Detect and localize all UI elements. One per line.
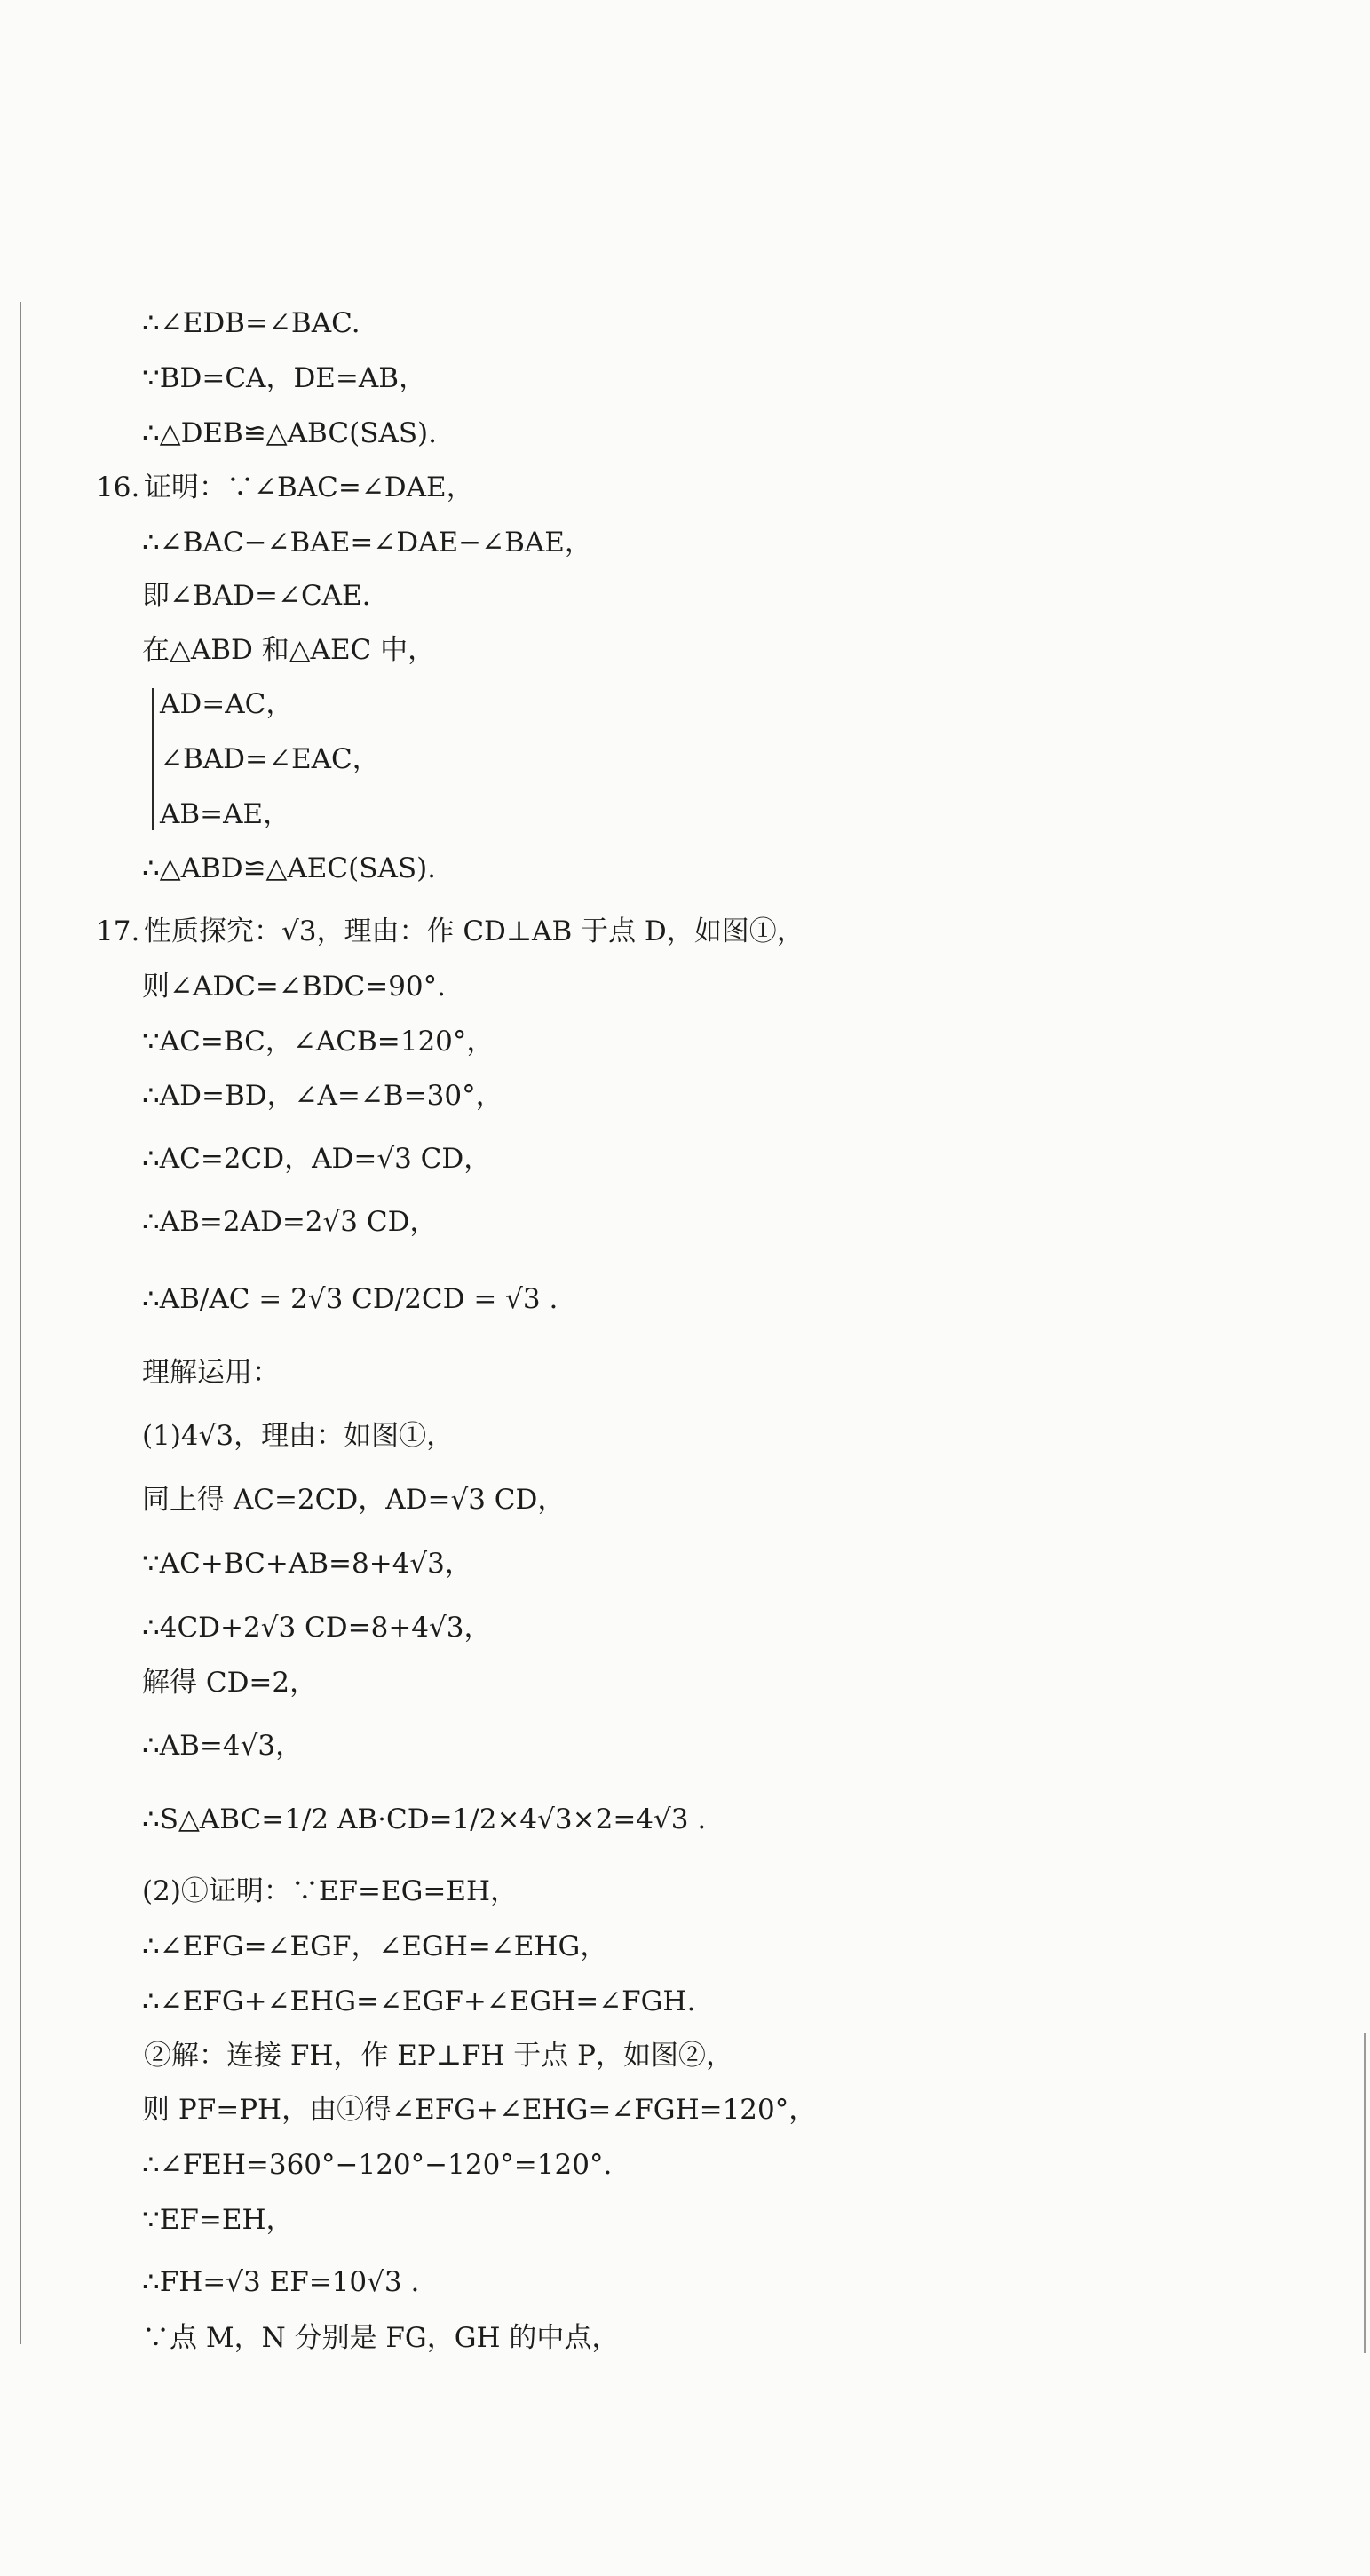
answer-line: ∴AB=4√3， <box>142 1730 304 1762</box>
answer-line: (2)①证明：∵EF=EG=EH， <box>142 1875 519 1907</box>
answer-line: ∵AC=BC，∠ACB=120°， <box>142 1026 495 1058</box>
answer-line: ∴△DEB≌△ABC(SAS). <box>142 417 438 449</box>
area-line: ∴S△ABC=1/2 AB·CD=1/2×4√3×2=4√3 . <box>142 1803 707 1835</box>
system-line: ∠BAD=∠EAC， <box>160 743 380 775</box>
answer-line: 证明：∵∠BAC=∠DAE， <box>144 472 474 503</box>
answer-line: ∴AD=BD，∠A=∠B=30°， <box>142 1080 503 1112</box>
answer-line: 则 PF=PH，由①得∠EFG+∠EHG=∠FGH=120°， <box>142 2094 817 2126</box>
answer-line: ∴4CD+2√3 CD=8+4√3， <box>142 1612 492 1644</box>
answer-line: ∴FH=√3 EF=10√3 . <box>142 2266 420 2298</box>
system-line: AD=AC， <box>160 688 294 720</box>
answer-line: ②解：连接 FH，作 EP⊥FH 于点 P，如图②， <box>144 2040 734 2072</box>
system-brace <box>152 688 154 830</box>
answer-line: 即∠BAD=∠CAE. <box>142 580 371 612</box>
answer-line: 性质探究：√3，理由：作 CD⊥AB 于点 D，如图①， <box>144 915 804 947</box>
section-heading: 理解运用： <box>142 1357 280 1389</box>
problem-number: 16. <box>96 472 140 503</box>
answer-line: 则∠ADC=∠BDC=90°. <box>142 971 447 1003</box>
answer-line: ∴AC=2CD，AD=√3 CD， <box>142 1143 492 1175</box>
problem-number: 17. <box>96 915 140 947</box>
answer-line: ∴AB=2AD=2√3 CD， <box>142 1206 438 1238</box>
answer-line: ∴∠EFG=∠EGF，∠EGH=∠EHG， <box>142 1930 608 1962</box>
answer-line: ∴△ABD≌△AEC(SAS). <box>142 852 437 884</box>
answer-line: ∴∠BAC−∠BAE=∠DAE−∠BAE， <box>142 527 592 559</box>
answer-line: ∵BD=CA，DE=AB， <box>142 362 427 394</box>
right-edge-mark <box>1364 2033 1366 2353</box>
answer-line: (1)4√3，理由：如图①， <box>142 1420 455 1452</box>
answer-line: ∵EF=EH， <box>142 2204 294 2236</box>
system-line: AB=AE， <box>160 798 291 830</box>
answer-line: ∵点 M，N 分别是 FG，GH 的中点， <box>142 2322 620 2354</box>
answer-line: 同上得 AC=2CD，AD=√3 CD， <box>142 1484 566 1516</box>
fraction-line: ∴AB/AC = 2√3 CD/2CD = √3 . <box>142 1283 558 1315</box>
answer-line: ∴∠EDB=∠BAC. <box>142 307 360 339</box>
answer-line: ∵AC+BC+AB=8+4√3， <box>142 1548 472 1580</box>
answer-line: ∴∠EFG+∠EHG=∠EGF+∠EGH=∠FGH. <box>142 1986 696 2017</box>
answer-line: ∴∠FEH=360°−120°−120°=120°. <box>142 2149 613 2181</box>
answer-line: 解得 CD=2， <box>142 1667 318 1699</box>
left-margin-rule <box>20 302 21 2344</box>
answer-line: 在△ABD 和△AEC 中， <box>142 634 436 666</box>
